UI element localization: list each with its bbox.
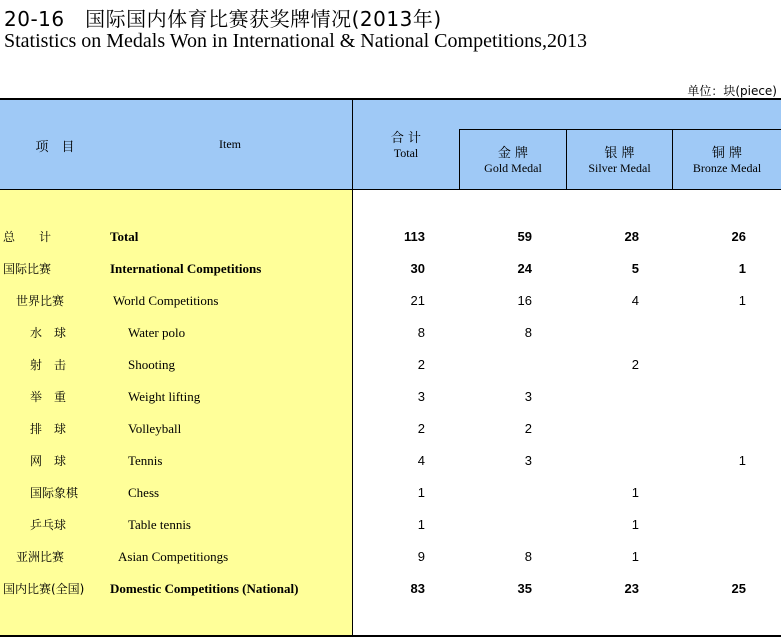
row-label-cn: 乒乓球 bbox=[30, 518, 67, 532]
cell-gold: 59 bbox=[517, 229, 532, 244]
row-label-en: Weight lifting bbox=[128, 389, 201, 404]
cell-total: 2 bbox=[417, 421, 425, 436]
cell-total: 83 bbox=[410, 581, 425, 596]
top-rule bbox=[0, 98, 781, 100]
cell-total: 113 bbox=[404, 229, 425, 244]
cell-bronze bbox=[673, 509, 746, 541]
cell-silver: 4 bbox=[631, 293, 639, 308]
cell-gold: 16 bbox=[517, 293, 532, 308]
cell-silver bbox=[567, 413, 639, 445]
row-label-cn: 国际比赛 bbox=[3, 262, 52, 276]
cell-gold bbox=[460, 509, 532, 541]
row-label-cn: 总 计 bbox=[3, 230, 52, 244]
row-label-cn: 亚洲比赛 bbox=[16, 550, 65, 564]
table-row bbox=[0, 349, 781, 381]
cell-bronze bbox=[673, 541, 746, 573]
cell-gold: 8 bbox=[524, 549, 532, 564]
cell-total: 2 bbox=[417, 357, 425, 372]
cell-bronze bbox=[673, 317, 746, 349]
row-label-cn: 国际象棋 bbox=[30, 486, 79, 500]
cell-gold: 8 bbox=[524, 325, 532, 340]
table-row bbox=[0, 221, 781, 253]
cell-gold: 3 bbox=[524, 389, 532, 404]
cell-silver bbox=[567, 317, 639, 349]
row-label-en: Chess bbox=[128, 485, 160, 500]
table-row bbox=[0, 541, 781, 573]
header-gold-cn: 金 牌 bbox=[497, 146, 529, 161]
cell-bronze: 25 bbox=[731, 581, 746, 596]
table-row bbox=[0, 509, 781, 541]
cell-total: 3 bbox=[417, 389, 425, 404]
cell-silver bbox=[567, 381, 639, 413]
header-rule bbox=[0, 189, 781, 190]
cell-bronze bbox=[673, 413, 746, 445]
cell-total: 21 bbox=[410, 293, 425, 308]
cell-silver: 23 bbox=[624, 581, 639, 596]
header-total-cn: 合 计 bbox=[390, 131, 422, 146]
row-label-en: International Competitions bbox=[110, 261, 262, 276]
row-label-en: World Competitions bbox=[113, 293, 219, 308]
row-label-en: Table tennis bbox=[128, 517, 191, 532]
table-row bbox=[0, 317, 781, 349]
header-silver-en: Silver Medal bbox=[588, 161, 651, 175]
cell-total: 8 bbox=[417, 325, 425, 340]
cell-silver bbox=[567, 445, 639, 477]
row-label-en: Asian Competitiongs bbox=[118, 549, 229, 564]
row-label-en: Domestic Competitions (National) bbox=[110, 581, 299, 596]
cell-silver: 1 bbox=[631, 485, 639, 500]
header-item-cn: 项 目 bbox=[35, 140, 75, 155]
cell-bronze: 1 bbox=[738, 293, 746, 308]
table-row bbox=[0, 445, 781, 477]
row-label-cn: 排 球 bbox=[30, 422, 67, 436]
cell-bronze bbox=[673, 349, 746, 381]
table-title-en: Statistics on Medals Won in International & National Competitions,2013 bbox=[4, 30, 587, 52]
cell-total: 4 bbox=[417, 453, 425, 468]
cell-silver: 28 bbox=[624, 229, 639, 244]
cell-bronze bbox=[673, 477, 746, 509]
cell-gold: 35 bbox=[517, 581, 532, 596]
header-gold-en: Gold Medal bbox=[484, 161, 542, 175]
table-row bbox=[0, 477, 781, 509]
header-silver-cn: 银 牌 bbox=[604, 146, 635, 161]
cell-gold: 24 bbox=[517, 261, 532, 276]
table-row bbox=[0, 381, 781, 413]
cell-silver: 5 bbox=[631, 261, 639, 276]
cell-bronze: 1 bbox=[738, 453, 746, 468]
row-label-cn: 射 击 bbox=[30, 358, 67, 372]
cell-total: 9 bbox=[417, 549, 425, 564]
row-label-en: Total bbox=[110, 229, 139, 244]
cell-silver: 1 bbox=[631, 549, 639, 564]
bottom-rule bbox=[0, 635, 781, 637]
row-label-en: Tennis bbox=[128, 453, 163, 468]
row-label-en: Shooting bbox=[128, 357, 175, 372]
cell-bronze bbox=[673, 381, 746, 413]
row-label-cn: 网 球 bbox=[30, 454, 67, 468]
row-label-cn: 世界比赛 bbox=[16, 294, 65, 308]
cell-gold: 3 bbox=[524, 453, 532, 468]
table-row bbox=[0, 573, 781, 605]
table-row bbox=[0, 253, 781, 285]
cell-bronze: 26 bbox=[731, 229, 746, 244]
header-bronze-en: Bronze Medal bbox=[692, 161, 762, 175]
cell-total: 1 bbox=[417, 485, 425, 500]
cell-total: 1 bbox=[417, 517, 425, 532]
row-label-cn: 国内比赛(全国) bbox=[3, 582, 85, 596]
table-row bbox=[0, 285, 781, 317]
header-bronze-cn: 铜 牌 bbox=[711, 146, 743, 161]
row-label-cn: 举 重 bbox=[30, 390, 67, 404]
header-total-en: Total bbox=[393, 146, 419, 160]
table-row bbox=[0, 413, 781, 445]
row-label-en: Volleyball bbox=[128, 421, 182, 436]
cell-gold bbox=[460, 349, 532, 381]
unit-label: 单位：块(piece) bbox=[687, 84, 777, 98]
cell-gold: 2 bbox=[524, 421, 532, 436]
cell-total: 30 bbox=[410, 261, 425, 276]
row-label-en: Water polo bbox=[128, 325, 186, 340]
cell-bronze: 1 bbox=[738, 261, 746, 276]
cell-silver: 1 bbox=[631, 517, 639, 532]
medal-group-rule bbox=[459, 129, 781, 130]
row-label-cn: 水 球 bbox=[30, 326, 67, 340]
cell-gold bbox=[460, 477, 532, 509]
cell-silver: 2 bbox=[631, 357, 639, 372]
header-item-en: Item bbox=[219, 137, 241, 151]
table-title-cn: 20-16 国际国内体育比赛获奖牌情况(2013年) bbox=[4, 7, 442, 31]
